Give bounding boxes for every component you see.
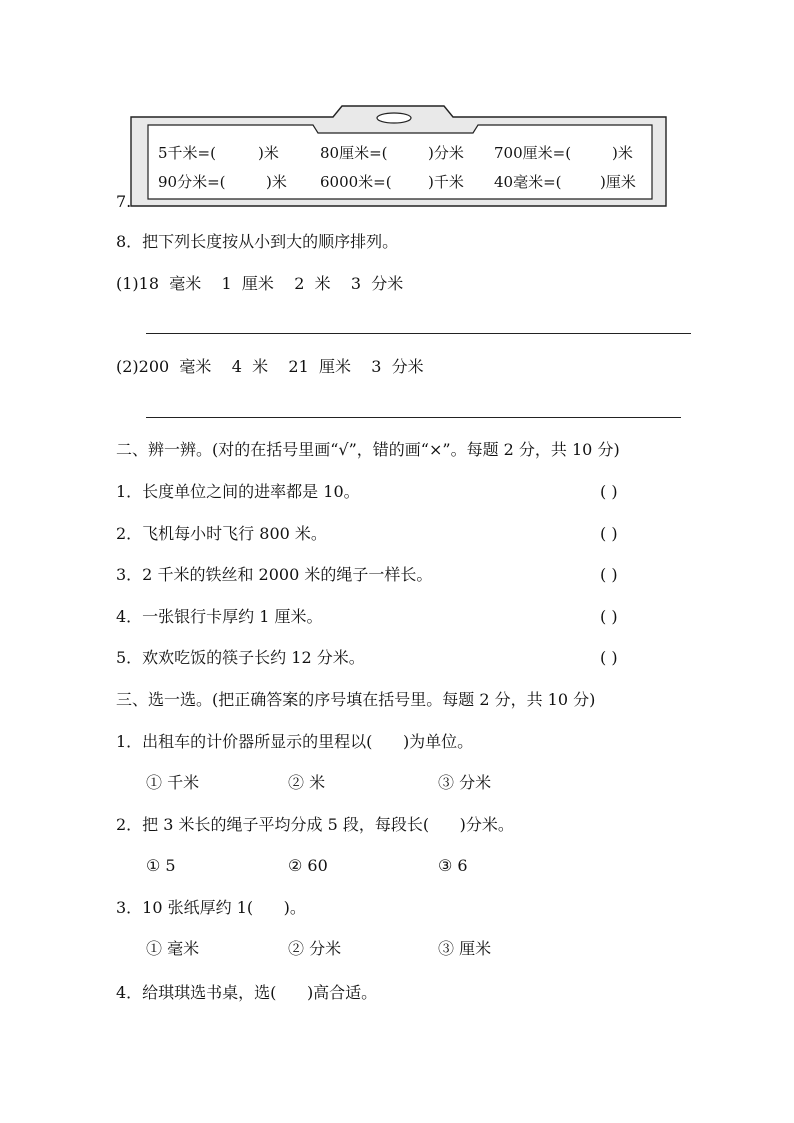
q7-cell-1-right: )米 xyxy=(258,144,279,162)
q7-cell-4-left: 90分米=( xyxy=(158,173,226,191)
q7-cell-6-right: )厘米 xyxy=(600,173,636,191)
judge-answer-2[interactable]: ( ) xyxy=(600,524,618,543)
judge-answer-1[interactable]: ( ) xyxy=(600,482,618,501)
choice-3-option-2[interactable]: ② 分米 xyxy=(288,939,342,958)
q7-cell-3-left: 700厘米=( xyxy=(494,144,572,162)
q7-cell-4-right: )米 xyxy=(266,173,287,191)
judge-answer-5[interactable]: ( ) xyxy=(600,648,618,667)
choice-1-option-2[interactable]: ② 米 xyxy=(288,773,326,792)
choice-question-4: 4．给琪琪选书桌，选( )高合适。 xyxy=(116,983,378,1002)
judge-item-5: 5．欢欢吃饭的筷子长约 12 分米。 xyxy=(116,648,365,667)
q7-cell-2-left: 80厘米=( xyxy=(320,144,388,162)
q8-answer-line-1[interactable] xyxy=(146,333,691,334)
choice-2-option-1[interactable]: ① 5 xyxy=(146,856,176,875)
q7-number: 7. xyxy=(116,192,132,211)
q8-sub2: (2)200 毫米 4 米 21 厘米 3 分米 xyxy=(116,357,424,376)
section2-title: 二、辨一辨。(对的在括号里画“√”，错的画“×”。每题 2 分，共 10 分) xyxy=(116,440,620,459)
choice-2-option-3[interactable]: ③ 6 xyxy=(438,856,468,875)
choice-2-option-2[interactable]: ② 60 xyxy=(288,856,328,875)
choice-question-3: 3．10 张纸厚约 1( )。 xyxy=(116,898,306,917)
choice-question-2: 2．把 3 米长的绳子平均分成 5 段，每段长( )分米。 xyxy=(116,815,514,834)
frame-hole xyxy=(377,113,411,123)
judge-item-1: 1．长度单位之间的进率都是 10。 xyxy=(116,482,360,501)
section3-title: 三、选一选。(把正确答案的序号填在括号里。每题 2 分，共 10 分) xyxy=(116,690,596,709)
judge-item-2: 2．飞机每小时飞行 800 米。 xyxy=(116,524,327,543)
judge-item-4: 4．一张银行卡厚约 1 厘米。 xyxy=(116,607,323,626)
q8-answer-line-2[interactable] xyxy=(146,417,681,418)
q7-cell-2-right: )分米 xyxy=(428,144,464,162)
judge-item-3: 3．2 千米的铁丝和 2000 米的绳子一样长。 xyxy=(116,565,433,584)
judge-answer-3[interactable]: ( ) xyxy=(600,565,618,584)
choice-1-option-1[interactable]: ① 千米 xyxy=(146,773,200,792)
q7-cell-5-left: 6000米=( xyxy=(320,173,392,191)
choice-1-option-3[interactable]: ③ 分米 xyxy=(438,773,492,792)
q7-cell-1-left: 5千米=( xyxy=(158,144,216,162)
judge-answer-4[interactable]: ( ) xyxy=(600,607,618,626)
choice-question-1: 1．出租车的计价器所显示的里程以( )为单位。 xyxy=(116,732,474,751)
q7-cell-5-right: )千米 xyxy=(428,173,464,191)
q8-title: 8．把下列长度按从小到大的顺序排列。 xyxy=(116,232,399,251)
q7-cell-3-right: )米 xyxy=(612,144,633,162)
choice-3-option-1[interactable]: ① 毫米 xyxy=(146,939,200,958)
q8-sub1: (1)18 毫米 1 厘米 2 米 3 分米 xyxy=(116,274,404,293)
q7-cell-6-left: 40毫米=( xyxy=(494,173,562,191)
choice-3-option-3[interactable]: ③ 厘米 xyxy=(438,939,492,958)
